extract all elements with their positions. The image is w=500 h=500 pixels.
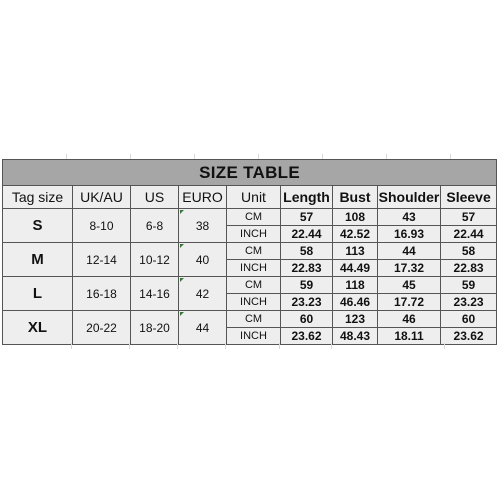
header-uk-au: UK/AU: [73, 186, 131, 209]
length-cell: 59: [281, 277, 333, 294]
bust-cell: 46.46: [333, 294, 378, 311]
spreadsheet-gridlines-bottom: [0, 343, 500, 349]
table-title: SIZE TABLE: [3, 160, 497, 186]
table-row: [3, 277, 497, 294]
length-cell: 57: [281, 209, 333, 226]
header-us: US: [131, 186, 179, 209]
us-cell: 6-8: [131, 209, 179, 243]
us-cell: 14-16: [131, 277, 179, 311]
sleeve-cell: 59: [441, 277, 497, 294]
unit-cell: INCH: [227, 294, 281, 311]
header-length: Length: [281, 186, 333, 209]
uk-au-cell: 16-18: [73, 277, 131, 311]
bust-cell: 48.43: [333, 328, 378, 345]
bust-cell: 113: [333, 243, 378, 260]
length-cell: 22.44: [281, 226, 333, 243]
euro-cell: 40: [179, 243, 227, 277]
bust-cell: 118: [333, 277, 378, 294]
length-cell: 58: [281, 243, 333, 260]
bust-cell: 108: [333, 209, 378, 226]
sleeve-cell: 23.62: [441, 328, 497, 345]
table-row: [3, 311, 497, 328]
shoulder-cell: 44: [378, 243, 441, 260]
header-unit: Unit: [227, 186, 281, 209]
shoulder-cell: 43: [378, 209, 441, 226]
header-row: [3, 186, 497, 209]
unit-cell: CM: [227, 311, 281, 328]
shoulder-cell: 17.32: [378, 260, 441, 277]
shoulder-cell: 16.93: [378, 226, 441, 243]
tag-size-cell: L: [3, 277, 73, 311]
uk-au-cell: 8-10: [73, 209, 131, 243]
length-cell: 23.23: [281, 294, 333, 311]
shoulder-cell: 45: [378, 277, 441, 294]
header-shoulder: Shoulder: [378, 186, 441, 209]
sleeve-cell: 22.83: [441, 260, 497, 277]
bust-cell: 123: [333, 311, 378, 328]
sleeve-cell: 58: [441, 243, 497, 260]
bust-cell: 42.52: [333, 226, 378, 243]
tag-size-cell: M: [3, 243, 73, 277]
unit-cell: INCH: [227, 328, 281, 345]
unit-cell: CM: [227, 277, 281, 294]
sleeve-cell: 23.23: [441, 294, 497, 311]
unit-cell: CM: [227, 209, 281, 226]
header-euro: EURO: [179, 186, 227, 209]
table-row: [3, 243, 497, 260]
unit-cell: CM: [227, 243, 281, 260]
us-cell: 18-20: [131, 311, 179, 345]
uk-au-cell: 20-22: [73, 311, 131, 345]
tag-size-cell: S: [3, 209, 73, 243]
euro-cell: 38: [179, 209, 227, 243]
size-table: [2, 159, 497, 345]
shoulder-cell: 46: [378, 311, 441, 328]
euro-cell: 44: [179, 311, 227, 345]
unit-cell: INCH: [227, 260, 281, 277]
unit-cell: INCH: [227, 226, 281, 243]
bust-cell: 44.49: [333, 260, 378, 277]
length-cell: 23.62: [281, 328, 333, 345]
length-cell: 22.83: [281, 260, 333, 277]
us-cell: 10-12: [131, 243, 179, 277]
tag-size-cell: XL: [3, 311, 73, 345]
shoulder-cell: 18.11: [378, 328, 441, 345]
sleeve-cell: 60: [441, 311, 497, 328]
header-tag-size: Tag size: [3, 186, 73, 209]
euro-cell: 42: [179, 277, 227, 311]
shoulder-cell: 17.72: [378, 294, 441, 311]
sleeve-cell: 57: [441, 209, 497, 226]
header-sleeve: Sleeve: [441, 186, 497, 209]
sleeve-cell: 22.44: [441, 226, 497, 243]
table-row: [3, 209, 497, 226]
header-bust: Bust: [333, 186, 378, 209]
length-cell: 60: [281, 311, 333, 328]
uk-au-cell: 12-14: [73, 243, 131, 277]
